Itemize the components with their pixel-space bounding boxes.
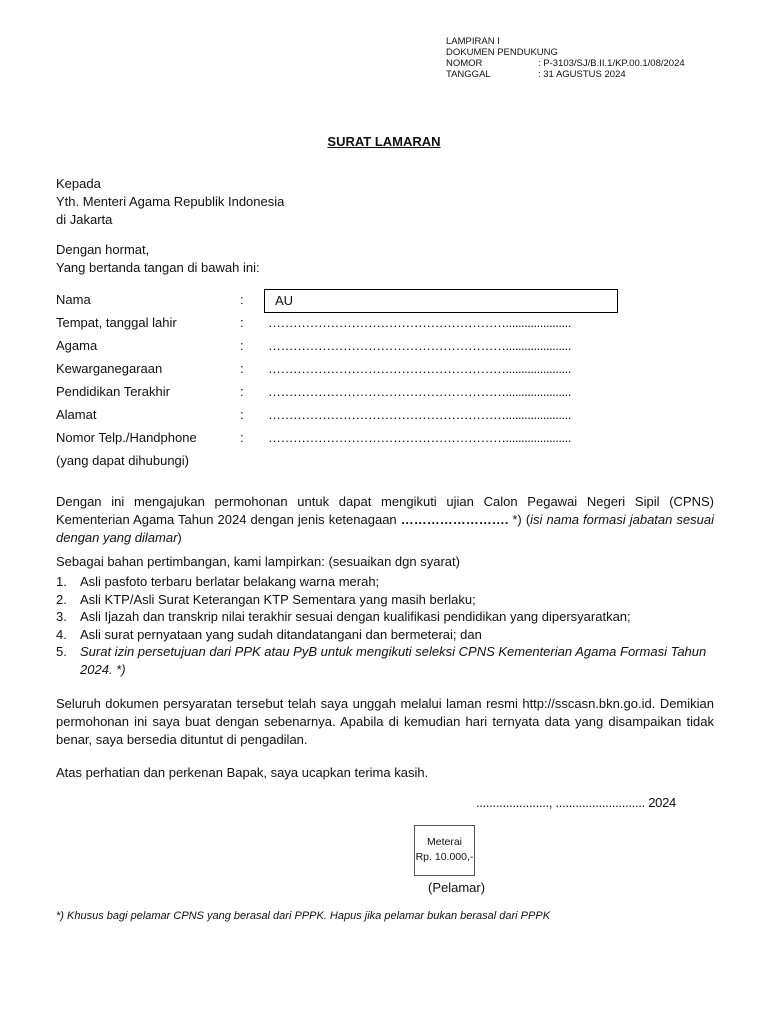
ttl-label: Tempat, tanggal lahir xyxy=(56,315,177,330)
ttl-field[interactable]: …………………………………………………..................... xyxy=(268,315,571,330)
list-item xyxy=(56,591,716,609)
telp-note: (yang dapat dihubungi) xyxy=(56,453,189,468)
closing-paragraph: Atas perhatian dan perkenan Bapak, saya ucapkan terima kasih. xyxy=(56,765,429,780)
list-item xyxy=(56,608,716,626)
nama-label: Nama xyxy=(56,292,91,307)
ttl-colon: : xyxy=(240,315,244,330)
recipient-address xyxy=(56,175,284,229)
nama-colon: : xyxy=(240,292,244,307)
telp-colon: : xyxy=(240,430,244,445)
list-item-number: 4. xyxy=(56,626,67,642)
list-item-text: Asli KTP/Asli Surat Keterangan KTP Sementara yang masih berlaku; xyxy=(80,591,476,607)
form-row-kewarganegaraan xyxy=(56,359,636,382)
agama-field[interactable]: …………………………………………………..................... xyxy=(268,338,571,353)
list-item xyxy=(56,626,716,644)
list-item-number: 3. xyxy=(56,609,67,624)
form-row-pendidikan xyxy=(56,382,636,405)
kewarganegaraan-label: Kewarganegaraan xyxy=(56,361,163,376)
header-line-lampiran: LAMPIRAN I xyxy=(446,36,500,47)
list-item-text: Asli pasfoto terbaru berlatar belakang warna merah; xyxy=(80,574,380,589)
header-nomor-label: NOMOR xyxy=(446,58,483,69)
greeting-line-2: Yang bertanda tangan di bawah ini: xyxy=(56,260,260,275)
stamp-line-1: Meterai xyxy=(426,836,462,848)
declaration-paragraph: Seluruh dokumen persyaratan tersebut telah saya unggah melalui laman resmi http://sscasn.bkn.go.id. Demikian permohonan ini saya buat dengan sebenarnya. Apabila di kemudian hari ternyata data yang disampaikan tidak benar, saya bersedia dituntut di pengadilan. xyxy=(56,696,714,747)
alamat-label: Alamat xyxy=(56,407,97,422)
attachment-header xyxy=(446,36,685,80)
header-tanggal-label: TANGGAL xyxy=(446,69,491,80)
nama-field[interactable]: AU xyxy=(264,289,618,313)
greeting-line-1: Dengan hormat, xyxy=(56,242,150,257)
header-tanggal-value: : 31 AGUSTUS 2024 xyxy=(538,69,626,80)
alamat-colon: : xyxy=(240,407,244,422)
list-item-text: Asli surat pernyataan yang sudah ditandatangani dan bermeterai; dan xyxy=(80,626,482,642)
pendidikan-colon: : xyxy=(240,384,244,399)
address-line-2: Yth. Menteri Agama Republik Indonesia xyxy=(56,194,285,209)
p1-text-b: *) ( xyxy=(508,512,531,527)
form-row-alamat xyxy=(56,405,636,428)
address-line-3: di Jakarta xyxy=(56,212,113,227)
kewarganegaraan-field[interactable]: …………………………………………………..................... xyxy=(268,361,571,376)
list-item-number: 2. xyxy=(56,591,67,607)
kewarganegaraan-colon: : xyxy=(240,361,244,376)
document-title xyxy=(0,134,768,149)
greeting xyxy=(56,241,260,277)
agama-label: Agama xyxy=(56,338,98,353)
header-nomor-value: : P-3103/SJ/B.II.1/KP.00.1/08/2024 xyxy=(538,58,685,69)
list-item xyxy=(56,643,716,678)
applicant-form xyxy=(56,290,636,474)
meterai-stamp-box xyxy=(414,825,475,876)
agama-colon: : xyxy=(240,338,244,353)
attachments-list xyxy=(56,573,716,678)
form-row-nama xyxy=(56,290,636,313)
form-row-telp xyxy=(56,428,636,451)
pendidikan-label: Pendidikan Terakhir xyxy=(56,384,170,399)
telp-field[interactable]: …………………………………………………..................... xyxy=(268,430,571,445)
signer-label: (Pelamar) xyxy=(428,880,486,895)
footnote: *) Khusus bagi pelamar CPNS yang berasal dari PPPK. Hapus jika pelamar bukan berasal dari PPPK xyxy=(56,910,551,922)
header-line-dokumen: DOKUMEN PENDUKUNG xyxy=(446,47,558,58)
telp-label: Nomor Telp./Handphone xyxy=(56,430,197,445)
p1-text-c: ) xyxy=(177,530,182,545)
alamat-field[interactable]: …………………………………………………..................... xyxy=(268,407,571,422)
form-row-telp-note xyxy=(56,451,636,474)
p1-italic-note: isi nama formasi jabatan sesuai dengan yang dilamar xyxy=(56,512,714,545)
pendidikan-field[interactable]: …………………………………………………..................... xyxy=(268,384,571,399)
attachments-intro: Sebagai bahan pertimbangan, kami lampirkan: (sesuaikan dgn syarat) xyxy=(56,554,460,569)
list-item xyxy=(56,573,716,591)
list-item-number: 5. xyxy=(56,644,67,659)
place-date-line[interactable]: ......................, ........................... 2024 xyxy=(476,795,676,810)
document-title-text: SURAT LAMARAN xyxy=(327,134,441,149)
address-line-1: Kepada xyxy=(56,176,101,191)
form-row-agama xyxy=(56,336,636,359)
stamp-line-2: Rp. 10.000,- xyxy=(415,851,474,863)
application-paragraph xyxy=(56,493,714,547)
form-row-ttl xyxy=(56,313,636,336)
list-item-number: 1. xyxy=(56,574,67,589)
p1-text-a: Dengan ini mengajukan permohonan untuk dapat mengikuti ujian Calon Pegawai Negeri Sipil (CPNS) Kementerian Agama Tahun 2024 dengan jenis ketenagaan xyxy=(56,494,714,527)
p1-dots: ……………………. xyxy=(400,512,509,527)
list-item-text: Asli Ijazah dan transkrip nilai terakhir sesuai dengan kualifikasi pendidikan yang dipersyaratkan; xyxy=(80,609,631,624)
list-item-text: Surat izin persetujuan dari PPK atau PyB untuk mengikuti seleksi CPNS Kementerian Agama Formasi Tahun 2024. *) xyxy=(80,644,707,677)
